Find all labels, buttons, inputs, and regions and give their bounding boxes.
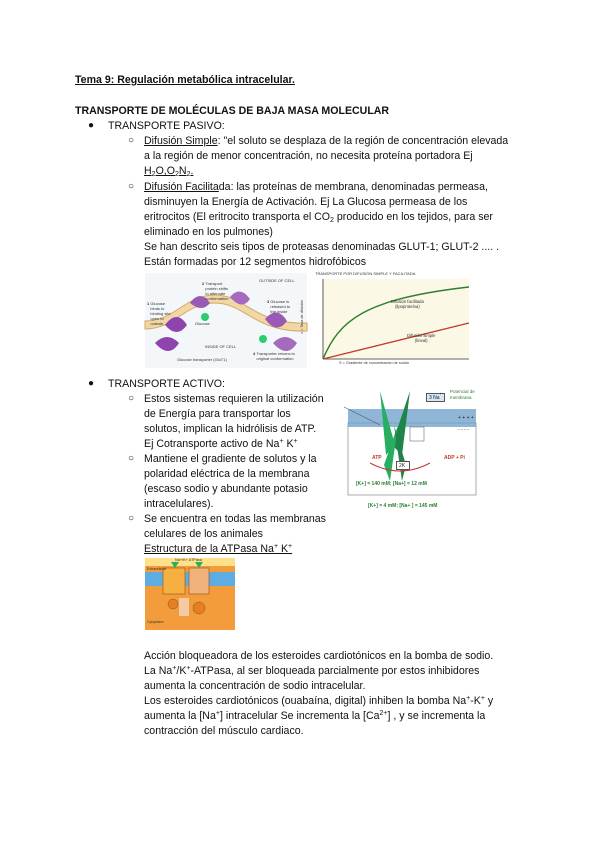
step4-caption: 4 Transporter returns to original conformation [253, 351, 295, 361]
active-item2-line2: polaridad eléctrica de la membrana [144, 468, 310, 480]
plus-signs: + + + + [458, 415, 474, 421]
ring-bullet-icon: ○ [128, 135, 135, 146]
extracellular-concentration: [K+] = 4 mM; [Na+ ] = 145 mM [368, 503, 438, 509]
atpase-header-label: Na+/K+ ATPasa [175, 558, 202, 562]
atpase-structure-figure [145, 558, 235, 630]
page-title: Tema 9: Regulación metabólica intracelular. [75, 74, 295, 86]
active-item1-line4: Ej Cotransporte activo de Na+ K+ [144, 438, 298, 450]
glut-transporter-figure [145, 273, 307, 368]
ring-bullet-icon: ○ [128, 393, 135, 404]
ring-bullet-icon: ○ [128, 513, 135, 524]
sodium-label: 3 Na+ [426, 393, 445, 402]
graph-title: TRANSPORTE POR DIFUSIÓN SIMPLE Y FACILITADA [315, 271, 416, 276]
simple-diffusion-formula: $H_2O,O_2N_2$. [144, 165, 194, 178]
glucose-transporter-label: Glucose transporter (GluT1) [177, 357, 227, 362]
facilitated-diffusion-line4: eliminado en los pulmones) [144, 226, 273, 238]
section-heading: TRANSPORTE DE MOLÉCULAS DE BAJA MASA MOLECULAR [75, 105, 390, 117]
closing-line4: Los esteroides cardiotónicos (ouabaína, digital) inhiben la bomba Na+-K+ y [144, 695, 494, 707]
simple-diffusion-term: Difusión Simple [144, 135, 218, 147]
passive-transport-label: TRANSPORTE PASIVO: [108, 120, 225, 132]
bullet-icon: ● [88, 120, 95, 131]
simple-curve-label: Difusión simple (lineal) [407, 333, 436, 343]
active-item3-line2: celulares de los animales [144, 528, 263, 540]
facilitated-diffusion-line5: Se han descrito seis tipos de proteasas denominadas GLUT-1; GLUT-2 .... . [144, 241, 500, 253]
bullet-icon: ● [88, 378, 95, 389]
active-item3-line1: Se encuentra en todas las membranas [144, 513, 326, 525]
facilitated-diffusion-line6: Están formadas por 12 segmentos hidrofóbicos [144, 256, 367, 268]
sodium-potassium-pump-figure [340, 385, 480, 513]
active-item1-line2: de Energía para transportar los [144, 408, 291, 420]
inside-cell-label: INSIDE OF CELL [205, 344, 237, 349]
facilitated-diffusion-line1: Difusión Facilitada: las proteínas de membrana, denominadas permeasa, [144, 181, 488, 193]
minus-signs: - - - - [458, 427, 469, 433]
simple-diffusion-line2: a la región de menor concentración, no necesita proteína portadora Ej [144, 150, 473, 162]
closing-line3: aumenta la concentración de sodio intracelular. [144, 680, 366, 692]
step2-caption: 2 Transport protein shifts to alternate conformation [202, 281, 229, 301]
atp-label: ATP [372, 455, 382, 461]
closing-line1: Acción bloqueadora de los esteroides cardiotónicos en la bomba de sodio. [144, 650, 494, 662]
active-transport-label: TRANSPORTE ACTIVO: [108, 378, 225, 390]
graph-ylabel: v = Tasa de difusión [299, 300, 304, 334]
potassium-label: 2K+ [396, 461, 410, 470]
simple-diffusion-line1: Difusión Simple: "el soluto se desplaza de la región de concentración elevada [144, 135, 509, 147]
outside-cell-label: OUTSIDE OF CELL [259, 278, 295, 283]
active-item2-line4: intracelulares). [144, 498, 214, 510]
extracellular-label: Extracellular [147, 567, 167, 571]
diffusion-graph-figure [299, 271, 471, 368]
active-item2-line1: Mantiene el gradiente de solutos y la [144, 453, 317, 465]
active-item1-line1: Estos sistemas requieren la utilización [144, 393, 324, 405]
cytoplasm-label: Cytoplasm [147, 620, 164, 624]
facilitated-diffusion-term: Difusión Facilita [144, 181, 219, 193]
graph-xlabel: S = Gradiente de concentración de soluto [339, 361, 409, 365]
facilitated-diffusion-line3: eritrocitos (El eritrocito transporta el $CO_2$ producido en los tejidos, para ser [144, 211, 493, 224]
step3-caption: 3 Glucose is released to the inside [267, 299, 291, 314]
ring-bullet-icon: ○ [128, 181, 135, 192]
active-item1-line3: solutos, implican la hidrólisis de ATP. [144, 423, 317, 435]
facilitated-curve-label: Difusión facilitada (lipoproteína) [391, 299, 424, 309]
atpase-structure-heading: Estructura de la ATPasa Na+ K+ [144, 543, 293, 555]
closing-line2: La Na+/K+-ATPasa, al ser bloqueada parcialmente por estos inhibidores [144, 665, 480, 677]
ring-bullet-icon: ○ [128, 453, 135, 464]
membrane-potential-label: Potencial de membrana [450, 389, 475, 400]
active-item2-line3: (escaso sodio y abundante potasio [144, 483, 308, 495]
closing-line6: contracción del músculo cardiaco. [144, 725, 304, 737]
step1-caption: 1 Glucose binds to binding site open to outside [147, 301, 171, 326]
intracellular-concentration: [K+] = 140 mM; [Na+] = 12 mM [356, 481, 427, 487]
adp-label: ADP + Pi [444, 455, 465, 461]
glucose-label: Glucose [195, 321, 210, 326]
closing-line5: aumenta la [Na+] intracelular Se incrementa la $[Ca^{2+}]$ , y se incrementa la [144, 710, 486, 722]
facilitated-diffusion-line2: disminuyen la Energía de Activación. Ej La Glucosa permeasa de los [144, 196, 468, 208]
